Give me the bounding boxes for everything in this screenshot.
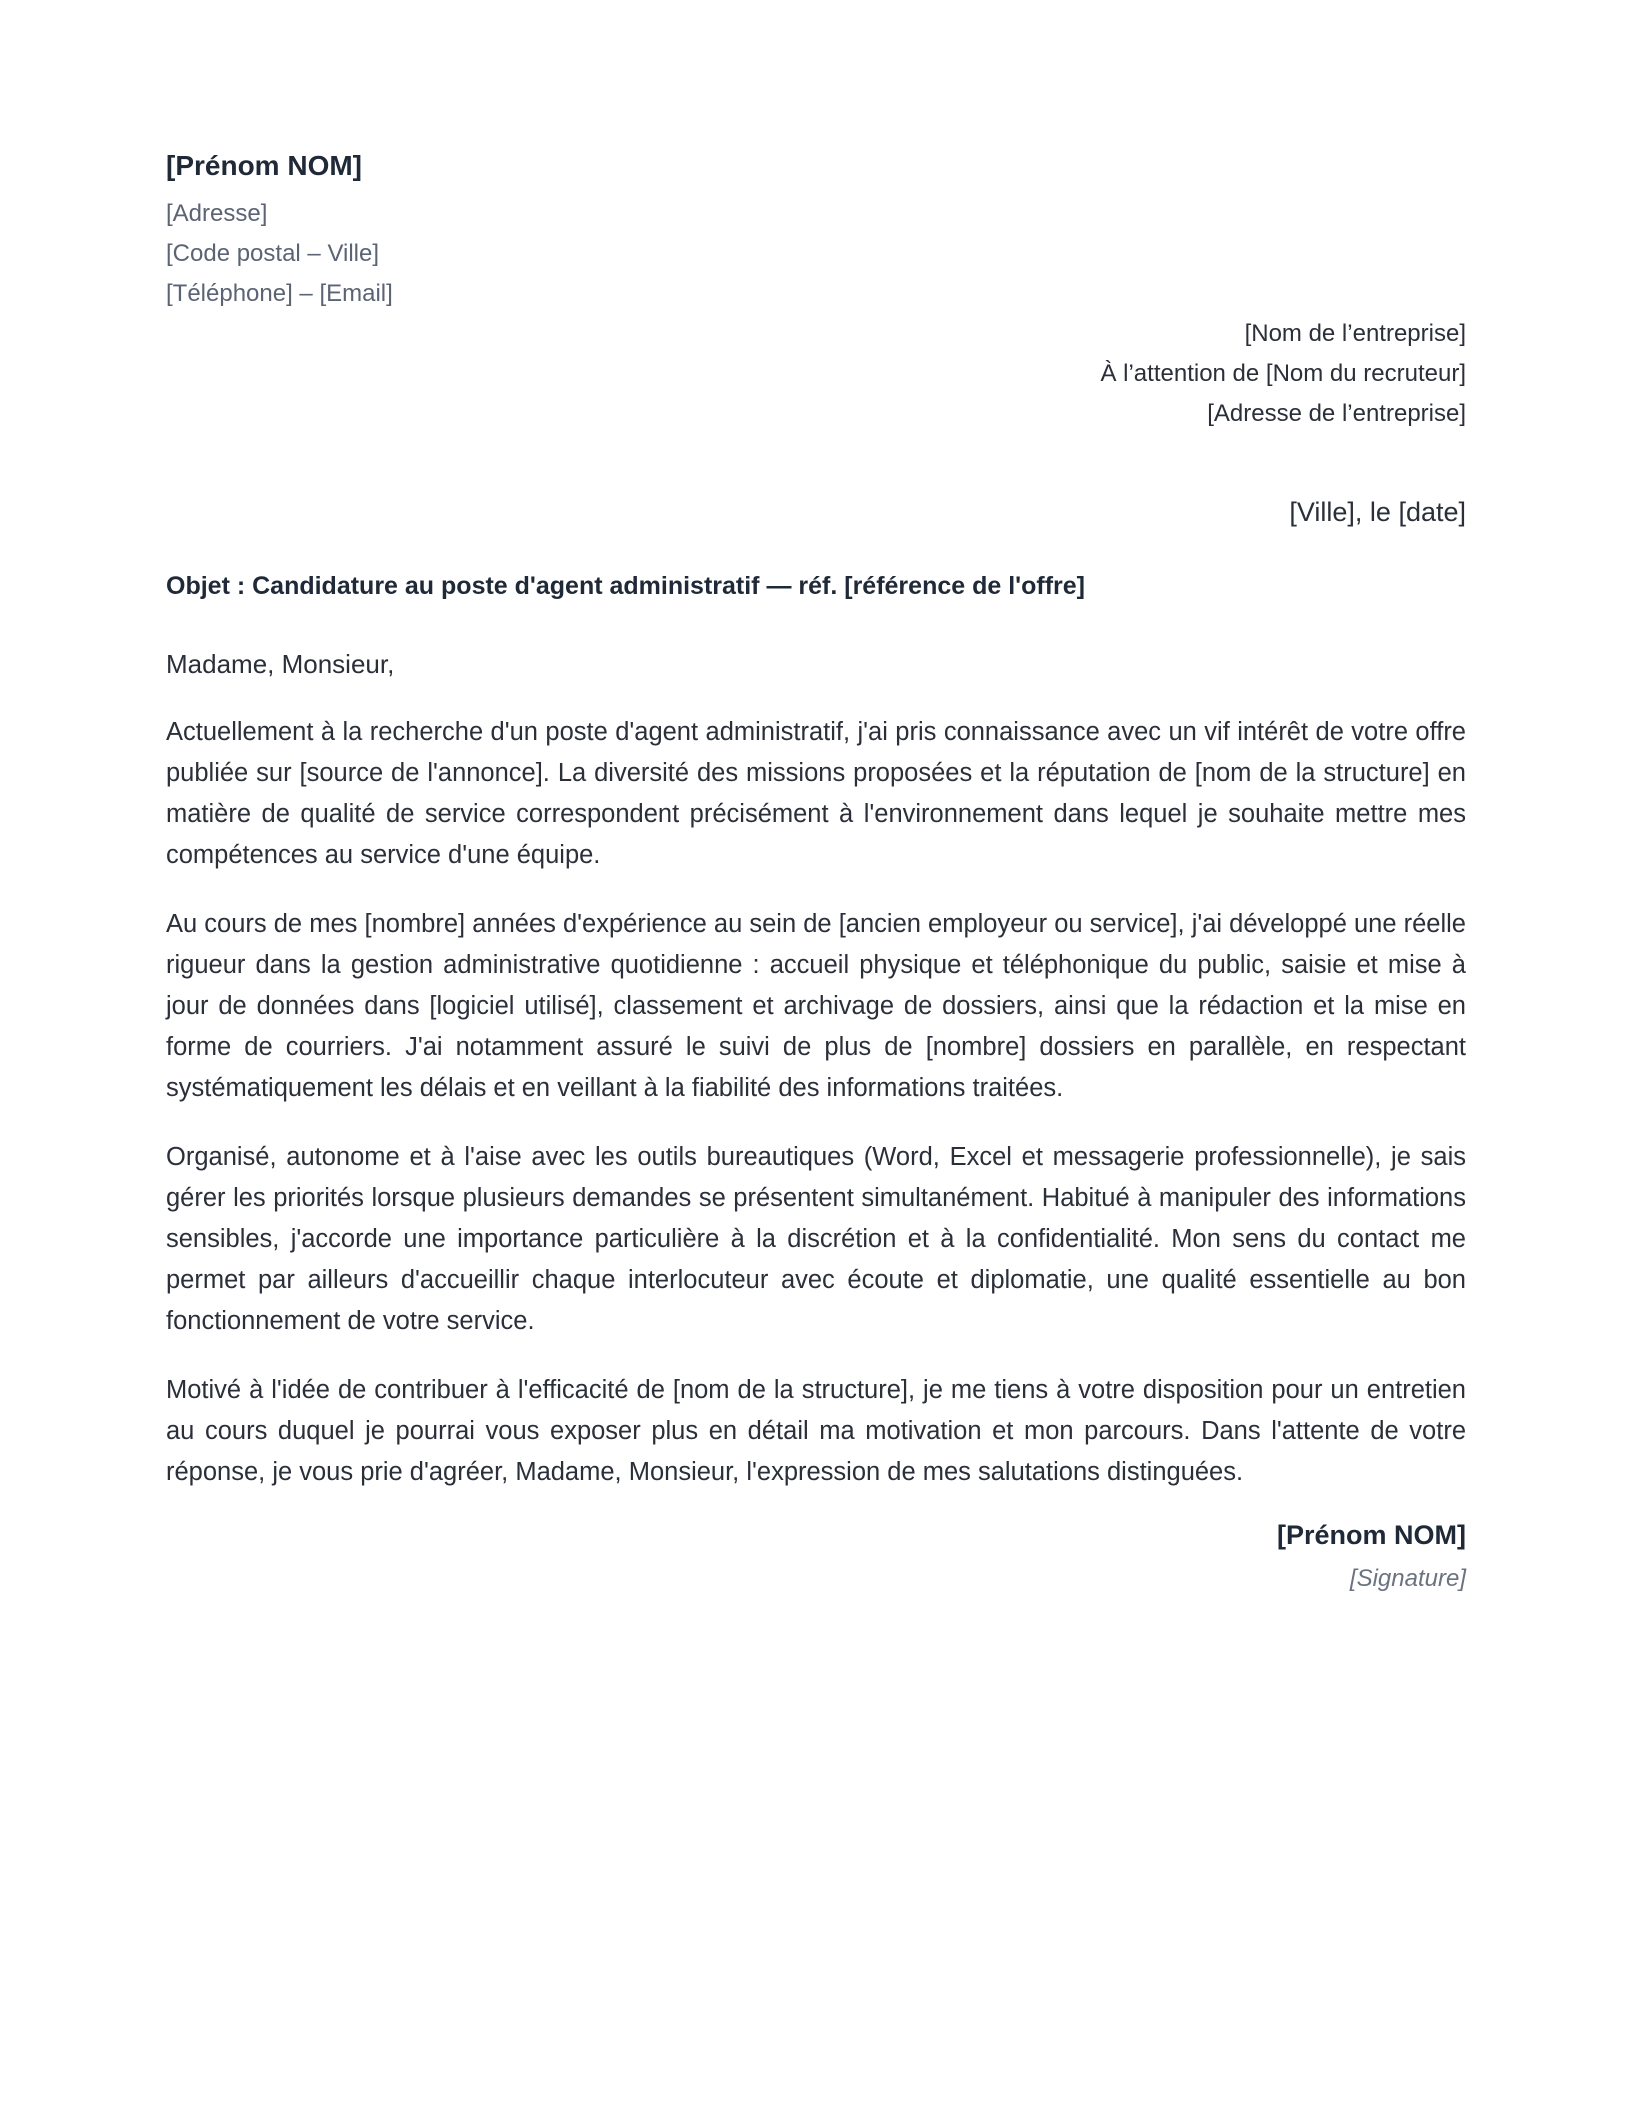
subject-line: Objet : Candidature au poste d'agent administratif — réf. [référence de l'offre] [166,572,1085,600]
body-paragraph: Actuellement à la recherche d'un poste d'agent administratif, j'ai pris connaissance avec un vif intérêt de votre offre publiée sur [source de l'annonce]. La diversité des missions proposées et la réputation de [nom de la structure] en matière de qualité de service correspondent précisément à l'environnement dans lequel je souhaite mettre mes compétences au service d'une équipe. [166,718,1466,869]
date-line: [Ville], le [date] [1289,497,1466,527]
signature-name: [Prénom NOM] [1277,1520,1466,1550]
sender-postal-city: [Code postal – Ville] [166,240,380,267]
sender-block [166,148,1466,314]
body-paragraph: Motivé à l'idée de contribuer à l'efficacité de [nom de la structure], je me tiens à votre disposition pour un entretien au cours duquel je pourrai vous exposer plus en détail ma motivation et mon parcours. Dans l'attente de votre réponse, je vous prie d'agréer, Madame, Monsieur, l'expression de mes salutations distinguées. [166,1376,1466,1486]
signature-block [166,1515,1466,1599]
letter-body [166,712,1466,1493]
letter-page [166,148,1466,1599]
signature-label: [Signature] [1349,1565,1466,1592]
sender-name: [Prénom NOM] [166,150,362,181]
body-paragraph: Au cours de mes [nombre] années d'expérience au sein de [ancien employeur ou service], j'ai développé une réelle rigueur dans la gestion administrative quotidienne : accueil physique et téléphonique du public, saisie et mise à jour de données dans [logiciel utilisé], classement et archivage de dossiers, ainsi que la rédaction et la mise en forme de courriers. J'ai notamment assuré le suivi de plus de [nombre] dossiers en parallèle, en respectant systématiquement les délais et en veillant à la fiabilité des informations traitées. [166,910,1466,1102]
recipient-attention: À l’attention de [Nom du recruteur] [1100,360,1466,387]
sender-address: [Adresse] [166,200,268,227]
recipient-address: [Adresse de l’entreprise] [1207,400,1466,427]
sender-contact: [Téléphone] – [Email] [166,280,393,307]
recipient-block [166,314,1466,434]
greeting: Madame, Monsieur, [166,649,395,679]
recipient-company: [Nom de l’entreprise] [1244,320,1466,347]
body-paragraph: Organisé, autonome et à l'aise avec les outils bureautiques (Word, Excel et messagerie professionnelle), je sais gérer les priorités lorsque plusieurs demandes se présentent simultanément. Habitué à manipuler des informations sensibles, j'accorde une importance particulière à la discrétion et à la confidentialité. Mon sens du contact me permet par ailleurs d'accueillir chaque interlocuteur avec écoute et diplomatie, une qualité essentielle au bon fonctionnement de votre service. [166,1143,1466,1335]
